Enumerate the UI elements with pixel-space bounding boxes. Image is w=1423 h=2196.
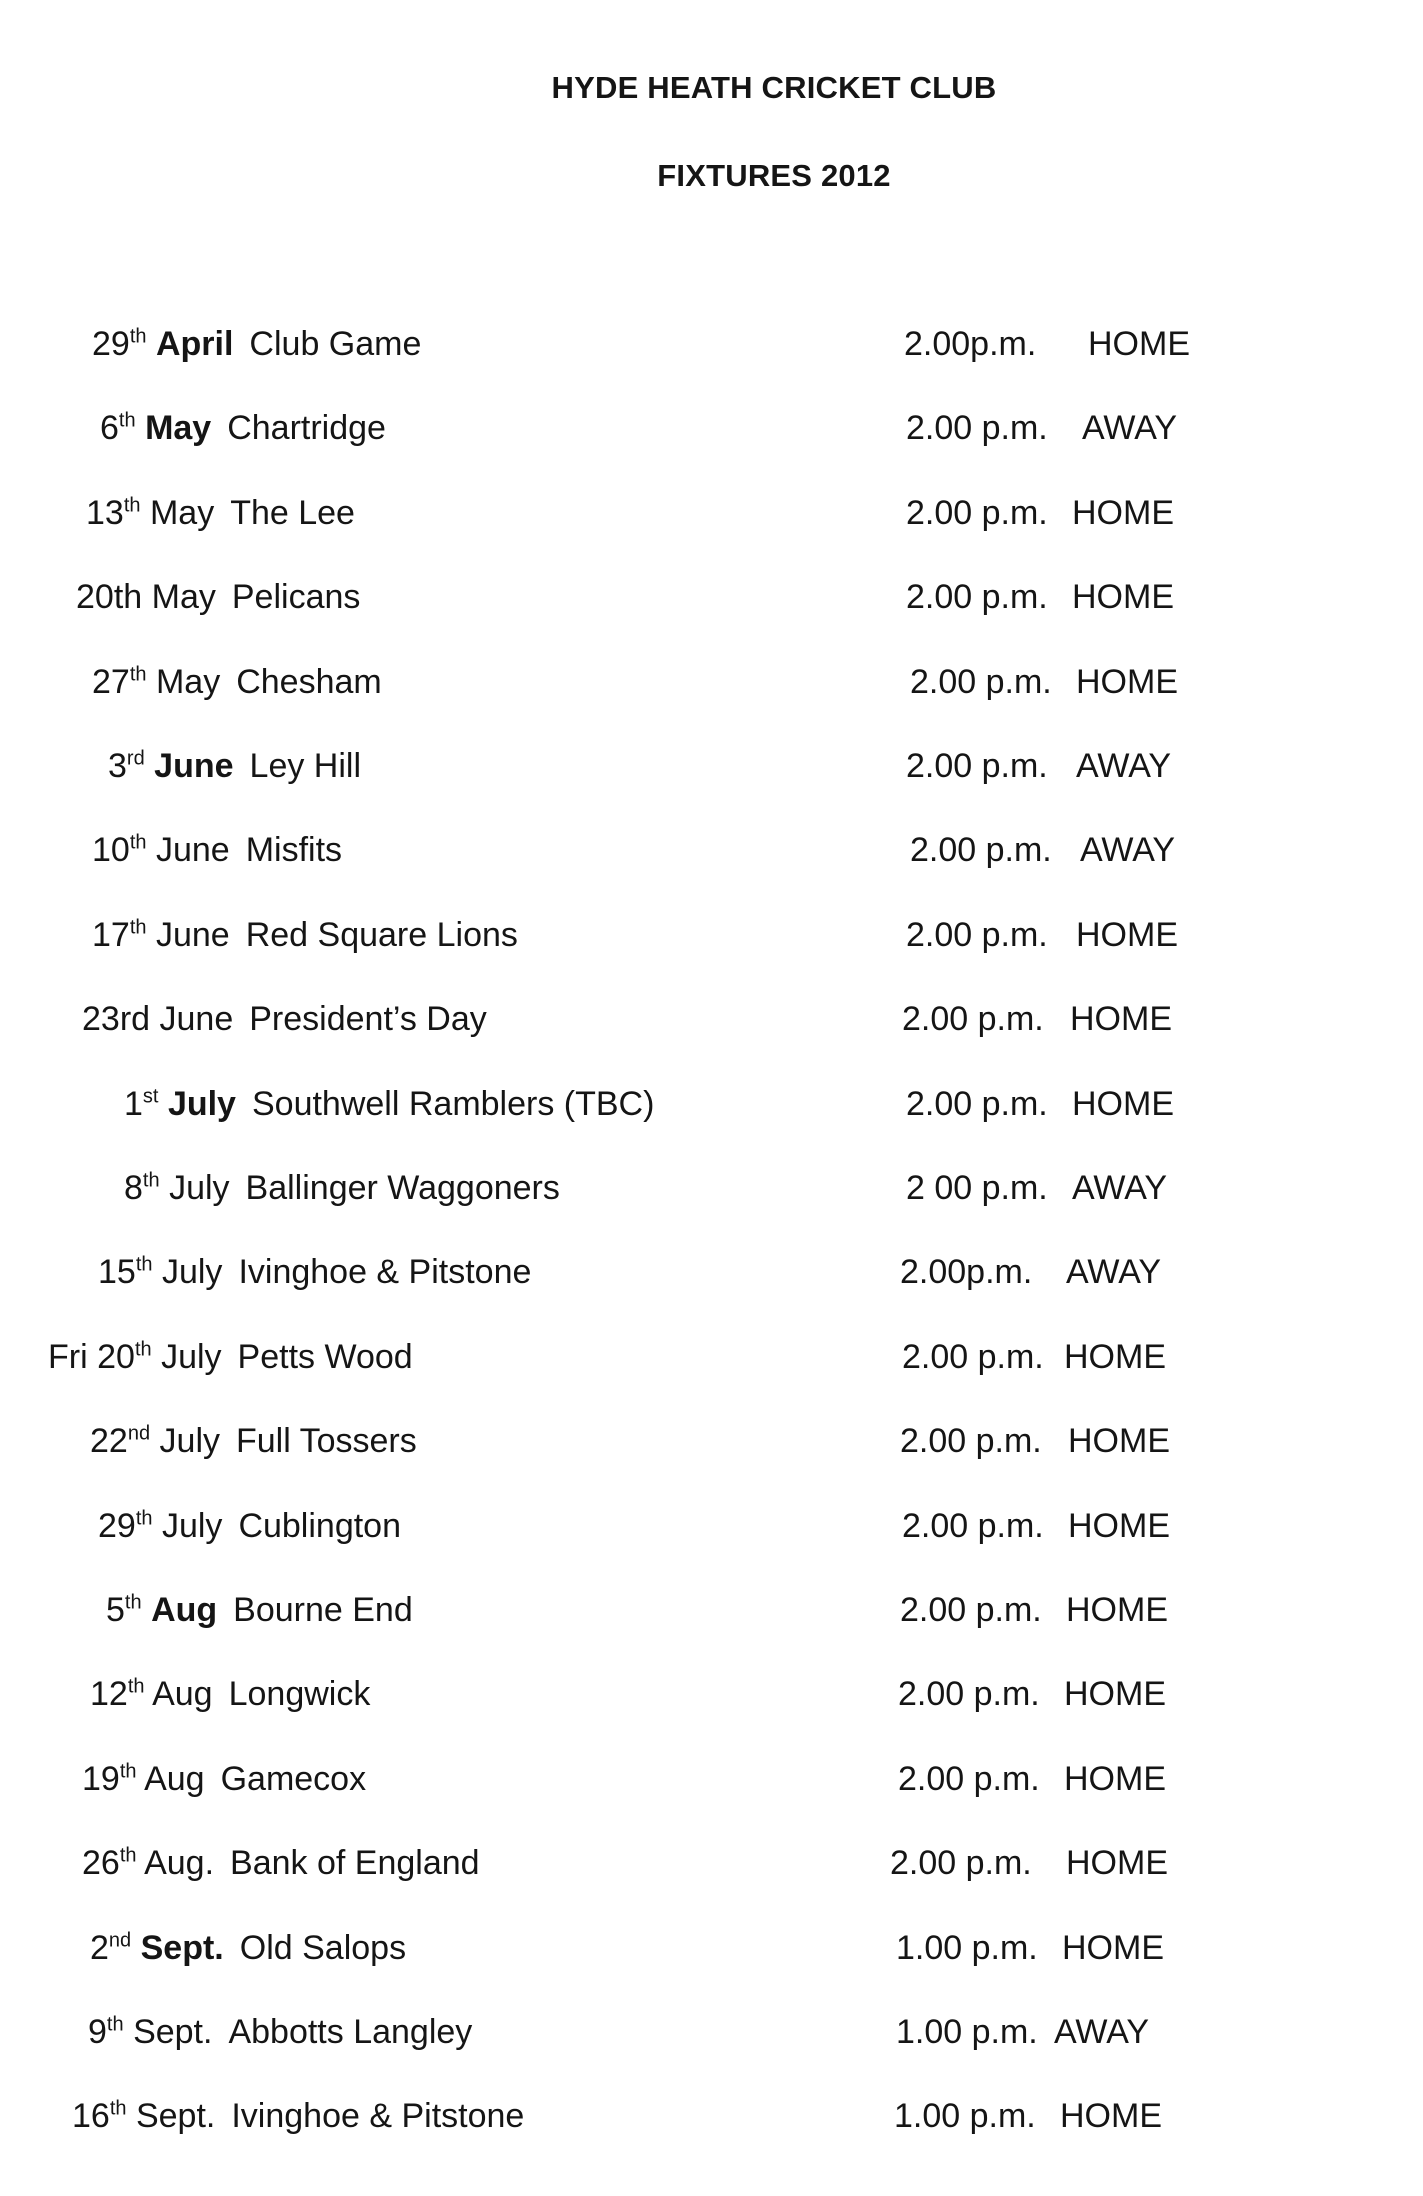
fixture-day-suffix: th <box>119 1760 137 1783</box>
fixture-month: Aug <box>144 1759 205 1798</box>
fixture-opponent: The Lee <box>230 493 355 532</box>
fixture-opponent: Chesham <box>236 662 382 701</box>
fixture-day: 13 <box>86 493 124 532</box>
fixture-date-opponent <box>108 744 361 788</box>
fixture-venue: AWAY <box>1080 831 1176 870</box>
fixture-opponent: Ivinghoe & Pitstone <box>231 2097 525 2136</box>
fixture-opponent: Ivinghoe & Pitstone <box>238 1253 532 1292</box>
fixture-row <box>0 1419 1423 1503</box>
fixture-day: 10 <box>92 831 130 870</box>
fixture-row <box>0 1588 1423 1672</box>
fixture-day-suffix: th <box>129 916 147 939</box>
fixture-row <box>0 1757 1423 1841</box>
fixture-month: July <box>159 1422 220 1461</box>
fixture-row <box>0 1504 1423 1588</box>
fixture-month: July <box>161 1337 222 1376</box>
fixture-time: 2.00 p.m. <box>900 1591 1042 1629</box>
fixture-date-opponent <box>76 575 360 619</box>
fixture-date-opponent <box>82 1841 480 1885</box>
fixture-opponent: Pelicans <box>231 578 361 617</box>
fixture-day-suffix: th <box>142 1169 160 1192</box>
fixture-date-opponent <box>82 1757 366 1801</box>
fixture-day: 3 <box>108 747 127 785</box>
fixture-day-suffix: th <box>106 2013 124 2036</box>
fixture-day-suffix: th <box>129 325 147 348</box>
fixture-time: 2.00 p.m. <box>902 1337 1044 1376</box>
fixture-opponent: Red Square Lions <box>245 915 518 954</box>
fixture-month: June <box>154 747 234 785</box>
fixture-day: 19 <box>82 1759 120 1798</box>
fixture-row <box>0 1250 1423 1334</box>
fixture-month: May <box>151 578 216 617</box>
fixture-opponent: Abbotts Langley <box>228 2013 473 2051</box>
fixture-opponent: Bourne End <box>233 1591 413 1629</box>
fixture-row <box>0 1082 1423 1166</box>
fixture-day-suffix: nd <box>108 1929 132 1952</box>
fixture-time: 1.00 p.m. <box>894 2097 1036 2136</box>
fixture-row <box>0 660 1423 744</box>
fixture-opponent: Ballinger Waggoners <box>245 1169 560 1207</box>
fixture-row <box>0 1166 1423 1250</box>
fixture-venue: HOME <box>1076 662 1178 701</box>
club-title: HYDE HEATH CRICKET CLUB <box>551 70 997 105</box>
fixture-time: 2 00 p.m. <box>906 1169 1048 1207</box>
fixture-opponent: Old Salops <box>239 1928 407 1967</box>
fixture-day: 27 <box>92 662 130 701</box>
fixture-day-suffix: th <box>123 494 141 517</box>
fixture-time: 2.00 p.m. <box>910 662 1052 701</box>
fixture-date-opponent <box>124 1082 654 1126</box>
fixture-date-opponent <box>100 406 386 450</box>
fixture-date-opponent <box>106 1588 413 1632</box>
fixture-month: June <box>159 1000 234 1039</box>
fixture-date-opponent <box>92 322 421 366</box>
fixture-month: July <box>161 1506 223 1545</box>
fixture-date-opponent <box>92 828 342 872</box>
fixture-time: 2.00 p.m. <box>906 493 1048 532</box>
fixture-row <box>0 744 1423 828</box>
fixture-day-suffix: th <box>134 1338 152 1361</box>
fixture-day-suffix: th <box>119 1844 137 1867</box>
fixture-opponent: Gamecox <box>220 1759 367 1798</box>
fixture-row <box>0 491 1423 575</box>
fixture-time: 2.00 p.m. <box>900 1422 1042 1461</box>
fixture-month: Sept. <box>133 2013 213 2051</box>
fixture-date-opponent <box>82 997 487 1041</box>
fixture-month: Aug <box>151 1591 218 1629</box>
fixture-day: 17 <box>92 915 130 954</box>
fixture-venue: AWAY <box>1082 409 1178 448</box>
fixture-day: 15 <box>98 1253 136 1292</box>
fixture-date-opponent <box>86 491 355 535</box>
fixture-day: 20th <box>76 578 143 617</box>
fixture-venue: HOME <box>1068 1506 1170 1545</box>
fixture-time: 2.00p.m. <box>904 325 1037 363</box>
fixture-day: 1 <box>124 1084 143 1123</box>
fixture-day: 12 <box>90 1675 128 1714</box>
fixture-day: 22 <box>90 1422 128 1461</box>
fixture-time: 1.00 p.m. <box>896 1928 1038 1967</box>
fixture-opponent: Bank of England <box>230 1844 480 1883</box>
fixture-time: 2.00 p.m. <box>910 831 1052 870</box>
fixture-row <box>0 1926 1423 2010</box>
fixture-row <box>0 828 1423 912</box>
fixture-month: June <box>155 831 230 870</box>
fixture-day: 5 <box>106 1591 125 1629</box>
fixture-day: 8 <box>124 1169 143 1207</box>
fixture-time: 2.00 p.m. <box>906 409 1048 448</box>
fixture-row <box>0 322 1423 406</box>
fixture-time: 2.00 p.m. <box>902 1506 1044 1545</box>
fixture-row <box>0 2094 1423 2178</box>
fixture-row <box>0 997 1423 1081</box>
fixture-venue: AWAY <box>1072 1169 1168 1207</box>
fixture-opponent: President’s Day <box>249 1000 487 1039</box>
fixture-venue: HOME <box>1068 1422 1170 1461</box>
fixture-venue: HOME <box>1064 1675 1166 1714</box>
fixture-date-opponent <box>90 1672 370 1716</box>
fixture-date-opponent <box>92 660 382 704</box>
fixture-month: July <box>167 1084 236 1123</box>
fixture-day: 20 <box>97 1337 135 1376</box>
fixture-day-suffix: th <box>135 1254 153 1277</box>
fixture-date-opponent <box>90 1926 406 1970</box>
fixture-venue: HOME <box>1066 1844 1168 1883</box>
fixture-day-suffix: th <box>118 410 136 433</box>
fixture-opponent: Misfits <box>245 831 343 870</box>
fixture-venue: AWAY <box>1076 747 1172 785</box>
fixture-time: 1.00 p.m. <box>896 2013 1038 2051</box>
fixture-day-suffix: th <box>127 1676 145 1699</box>
fixture-row <box>0 1335 1423 1419</box>
fixture-month: July <box>169 1169 230 1207</box>
fixture-day: 2 <box>90 1928 109 1967</box>
fixture-day: 29 <box>92 325 130 363</box>
fixture-date-opponent <box>92 913 518 957</box>
fixture-date-opponent <box>72 2094 524 2138</box>
fixture-day: 23rd <box>82 1000 151 1039</box>
fixture-venue: HOME <box>1066 1591 1168 1629</box>
fixture-day-suffix: th <box>135 1507 153 1530</box>
fixture-time: 2.00 p.m. <box>898 1759 1040 1798</box>
fixture-day-suffix: th <box>129 663 147 686</box>
fixture-day-suffix: rd <box>126 747 145 770</box>
fixture-month: May <box>149 493 215 532</box>
fixture-venue: AWAY <box>1066 1253 1162 1292</box>
fixture-date-opponent <box>88 2010 472 2054</box>
fixture-month: Sept. <box>135 2097 216 2136</box>
fixture-venue: HOME <box>1062 1928 1164 1967</box>
fixture-month: May <box>155 662 221 701</box>
fixture-date-opponent <box>124 1166 560 1210</box>
fixture-time: 2.00 p.m. <box>902 1000 1044 1039</box>
fixture-time: 2.00 p.m. <box>890 1844 1032 1883</box>
fixture-day: 6 <box>100 409 119 448</box>
fixture-day-suffix: th <box>129 832 147 855</box>
fixture-opponent: Southwell Ramblers (TBC) <box>251 1084 655 1123</box>
fixture-day: 26 <box>82 1844 120 1883</box>
fixture-day: 9 <box>88 2013 107 2051</box>
fixture-venue: HOME <box>1060 2097 1162 2136</box>
fixture-day-suffix: st <box>142 1085 159 1108</box>
fixture-opponent: Cublington <box>238 1506 401 1545</box>
fixture-day: 29 <box>98 1506 136 1545</box>
fixture-month: April <box>155 325 234 363</box>
fixture-row <box>0 575 1423 659</box>
fixture-row <box>0 1841 1423 1925</box>
fixture-row <box>0 1672 1423 1756</box>
fixture-row <box>0 406 1423 490</box>
fixture-venue: HOME <box>1072 493 1174 532</box>
fixture-time: 2.00p.m. <box>900 1253 1033 1292</box>
fixture-venue: AWAY <box>1054 2013 1150 2051</box>
fixture-opponent: Longwick <box>228 1675 371 1714</box>
fixture-date-opponent <box>98 1250 531 1294</box>
fixture-weekday: Fri <box>48 1337 88 1376</box>
fixture-day-suffix: th <box>109 2098 127 2121</box>
fixture-month: July <box>161 1253 223 1292</box>
fixture-month: Aug <box>152 1675 213 1714</box>
fixture-month: June <box>155 915 230 954</box>
fixture-venue: HOME <box>1088 325 1190 363</box>
fixture-time: 2.00 p.m. <box>906 747 1048 785</box>
fixture-month: Aug. <box>144 1844 215 1883</box>
fixture-day-suffix: nd <box>127 1422 151 1445</box>
fixture-time: 2.00 p.m. <box>906 578 1048 617</box>
fixture-opponent: Petts Wood <box>237 1337 413 1376</box>
fixture-date-opponent <box>48 1335 413 1379</box>
fixture-row <box>0 2010 1423 2094</box>
fixture-date-opponent <box>90 1419 417 1463</box>
fixture-venue: HOME <box>1076 915 1178 954</box>
fixture-venue: HOME <box>1072 578 1174 617</box>
fixture-opponent: Chartridge <box>227 409 386 448</box>
fixture-opponent: Full Tossers <box>236 1422 417 1461</box>
fixture-venue: HOME <box>1072 1084 1174 1123</box>
fixture-row <box>0 913 1423 997</box>
fixture-day-suffix: th <box>124 1591 142 1614</box>
fixture-time: 2.00 p.m. <box>906 1084 1048 1123</box>
fixture-date-opponent <box>98 1504 401 1548</box>
fixture-venue: HOME <box>1064 1759 1166 1798</box>
fixture-time: 2.00 p.m. <box>898 1675 1040 1714</box>
fixture-opponent: Club Game <box>249 325 422 363</box>
fixture-time: 2.00 p.m. <box>906 915 1048 954</box>
fixture-day: 16 <box>72 2097 110 2136</box>
fixture-month: May <box>145 409 212 448</box>
fixture-opponent: Ley Hill <box>249 747 362 785</box>
fixture-month: Sept. <box>140 1928 224 1967</box>
fixture-venue: HOME <box>1064 1337 1166 1376</box>
fixtures-subtitle: FIXTURES 2012 <box>657 158 891 193</box>
fixture-venue: HOME <box>1070 1000 1172 1039</box>
